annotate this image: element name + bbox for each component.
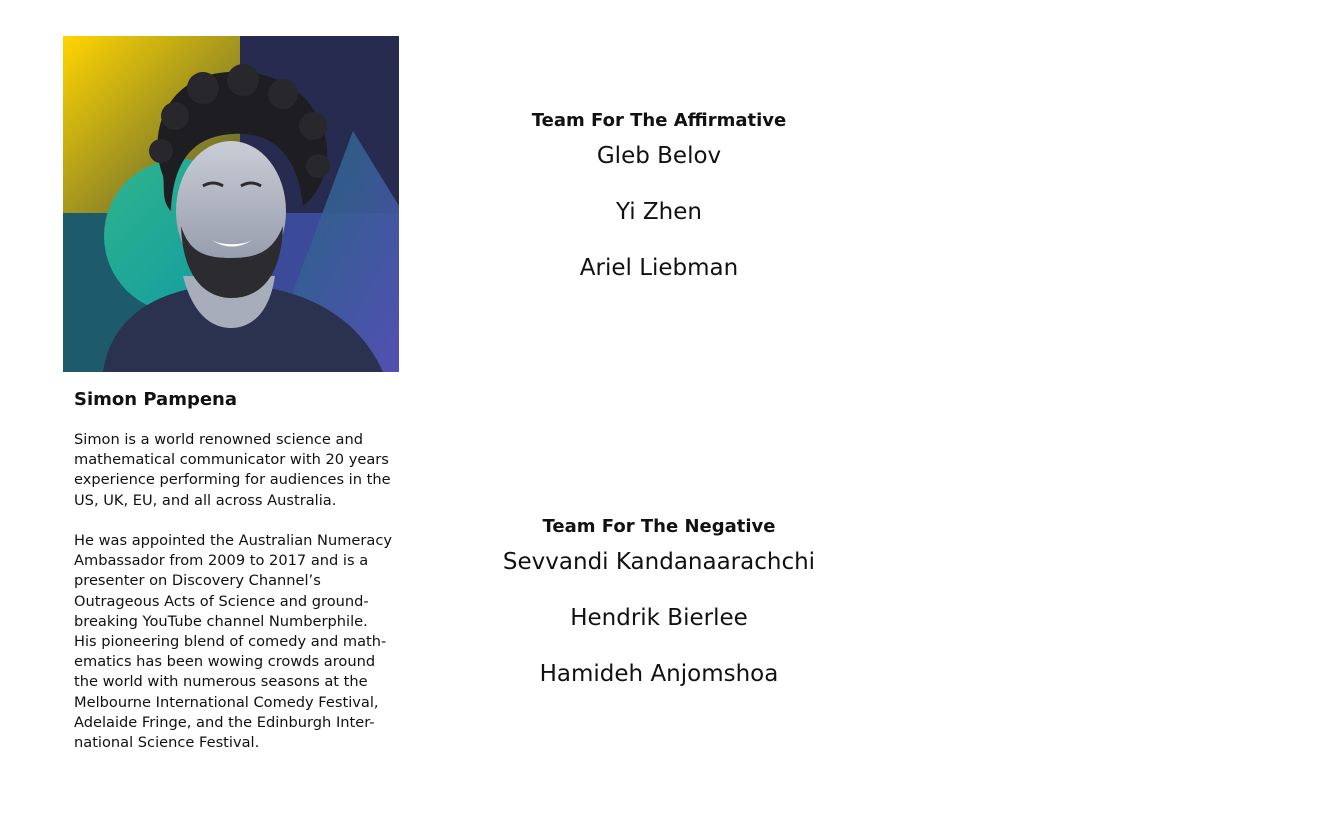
team-member: Hendrik Bierlee [570,605,748,631]
team-member: Ariel Liebman [579,255,739,281]
bio-paragraph: Simon is a world renowned science and mathematical communicator with 20 years experience performing for audiences in the US, UK, EU, and all across Australia. [74,431,391,509]
speaker-bio [74,430,392,753]
bio-paragraph: He was appointed the Australian Numeracy Ambassador from 2009 to 2017 and is a presenter on Discovery Channel’s Outrageous Acts of Science and ground-breaking YouTube channel Numberphile. His pioneering blend of comedy and math-ematics has been wowing crowds around the world with numerous seasons at the Melbourne International Comedy Festival, Adelaide Fringe, and the Edinburgh Inter-national Science Festival. [74,532,393,752]
portrait-image [63,36,399,372]
team-affirmative-members [470,141,848,283]
speaker-portrait [63,36,399,372]
speaker-name: Simon Pampena [74,389,238,410]
team-negative [470,515,848,715]
team-member: Hamideh Anjomshoa [539,661,779,687]
team-member: Yi Zhen [616,199,702,225]
team-affirmative-heading: Team For The Affirmative [531,110,787,131]
team-negative-members [470,547,848,689]
team-member: Gleb Belov [596,143,722,169]
team-negative-heading: Team For The Negative [542,516,776,537]
team-member: Sevvandi Kandanaarachchi [502,549,816,575]
team-affirmative [470,109,848,309]
